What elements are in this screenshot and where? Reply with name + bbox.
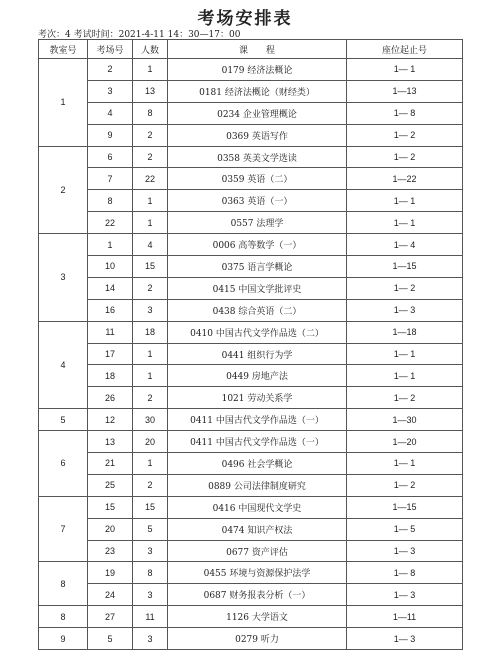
count-cell: 1	[133, 343, 168, 365]
room-number-cell: 5	[39, 409, 88, 431]
seat-range-cell: 1— 4	[347, 234, 463, 256]
count-cell: 3	[133, 540, 168, 562]
table-row	[39, 453, 463, 475]
hall-number-cell: 13	[88, 431, 133, 453]
count-cell: 15	[133, 496, 168, 518]
seat-range-cell: 1— 8	[347, 102, 463, 124]
hall-number-cell: 19	[88, 562, 133, 584]
course-cell: 0416 中国现代文学史	[168, 496, 347, 518]
course-cell: 0358 英美文学选读	[168, 146, 347, 168]
count-cell: 11	[133, 606, 168, 628]
hall-number-cell: 18	[88, 365, 133, 387]
count-cell: 3	[133, 299, 168, 321]
hall-number-cell: 17	[88, 343, 133, 365]
seat-range-cell: 1— 3	[347, 299, 463, 321]
table-row	[39, 409, 463, 431]
table-row	[39, 496, 463, 518]
course-cell: 0375 语言学概论	[168, 256, 347, 278]
count-cell: 1	[133, 365, 168, 387]
room-number-cell: 3	[39, 234, 88, 322]
course-cell: 0449 房地产法	[168, 365, 347, 387]
count-cell: 2	[133, 474, 168, 496]
table-row	[39, 80, 463, 102]
seat-range-cell: 1— 1	[347, 59, 463, 81]
room-number-cell: 8	[39, 606, 88, 628]
table-row	[39, 234, 463, 256]
course-cell: 0411 中国古代文学作品选（一）	[168, 431, 347, 453]
count-cell: 13	[133, 80, 168, 102]
seat-range-cell: 1—30	[347, 409, 463, 431]
course-cell: 0496 社会学概论	[168, 453, 347, 475]
hall-number-cell: 11	[88, 321, 133, 343]
table-row	[39, 518, 463, 540]
count-cell: 3	[133, 584, 168, 606]
seat-range-cell: 1— 2	[347, 146, 463, 168]
course-cell: 0557 法理学	[168, 212, 347, 234]
seat-range-cell: 1— 2	[347, 124, 463, 146]
course-cell: 0410 中国古代文学作品选（二）	[168, 321, 347, 343]
header-room: 教室号	[39, 40, 88, 59]
hall-number-cell: 10	[88, 256, 133, 278]
hall-number-cell: 27	[88, 606, 133, 628]
header-course: 课 程	[168, 40, 347, 59]
hall-number-cell: 1	[88, 234, 133, 256]
course-cell: 1021 劳动关系学	[168, 387, 347, 409]
table-row	[39, 146, 463, 168]
course-cell: 0677 资产评估	[168, 540, 347, 562]
seat-range-cell: 1— 1	[347, 365, 463, 387]
room-number-cell: 8	[39, 562, 88, 606]
table-row	[39, 190, 463, 212]
hall-number-cell: 25	[88, 474, 133, 496]
header-count: 人数	[133, 40, 168, 59]
course-cell: 0369 英语写作	[168, 124, 347, 146]
table-row	[39, 124, 463, 146]
room-number-cell: 6	[39, 431, 88, 497]
hall-number-cell: 3	[88, 80, 133, 102]
course-cell: 0181 经济法概论（财经类）	[168, 80, 347, 102]
table-row	[39, 277, 463, 299]
course-cell: 0474 知识产权法	[168, 518, 347, 540]
count-cell: 2	[133, 146, 168, 168]
schedule-table	[38, 39, 463, 650]
table-body	[39, 59, 463, 650]
table-row	[39, 168, 463, 190]
count-cell: 8	[133, 102, 168, 124]
seat-range-cell: 1— 2	[347, 277, 463, 299]
course-cell: 0415 中国文学批评史	[168, 277, 347, 299]
count-cell: 1	[133, 59, 168, 81]
table-row	[39, 562, 463, 584]
table-row	[39, 256, 463, 278]
count-cell: 2	[133, 277, 168, 299]
header-hall: 考场号	[88, 40, 133, 59]
hall-number-cell: 21	[88, 453, 133, 475]
hall-number-cell: 9	[88, 124, 133, 146]
seat-range-cell: 1—20	[347, 431, 463, 453]
seat-range-cell: 1— 3	[347, 584, 463, 606]
hall-number-cell: 14	[88, 277, 133, 299]
table-row	[39, 474, 463, 496]
table-row	[39, 299, 463, 321]
seat-range-cell: 1— 2	[347, 474, 463, 496]
seat-range-cell: 1— 8	[347, 562, 463, 584]
seat-range-cell: 1— 2	[347, 387, 463, 409]
count-cell: 22	[133, 168, 168, 190]
page-title: 考场安排表	[197, 9, 293, 29]
course-cell: 0006 高等数学（一）	[168, 234, 347, 256]
course-cell: 1126 大学语文	[168, 606, 347, 628]
room-number-cell: 7	[39, 496, 88, 562]
room-number-cell: 4	[39, 321, 88, 409]
course-cell: 0438 综合英语（二）	[168, 299, 347, 321]
count-cell: 15	[133, 256, 168, 278]
hall-number-cell: 23	[88, 540, 133, 562]
count-cell: 3	[133, 628, 168, 650]
table-row	[39, 343, 463, 365]
hall-number-cell: 8	[88, 190, 133, 212]
hall-number-cell: 24	[88, 584, 133, 606]
count-cell: 1	[133, 190, 168, 212]
course-cell: 0687 财务报表分析（一）	[168, 584, 347, 606]
seat-range-cell: 1—15	[347, 256, 463, 278]
course-cell: 0455 环境与资源保护法学	[168, 562, 347, 584]
course-cell: 0234 企业管理概论	[168, 102, 347, 124]
seat-range-cell: 1—11	[347, 606, 463, 628]
seat-range-cell: 1—22	[347, 168, 463, 190]
count-cell: 18	[133, 321, 168, 343]
course-cell: 0441 组织行为学	[168, 343, 347, 365]
hall-number-cell: 15	[88, 496, 133, 518]
count-cell: 2	[133, 124, 168, 146]
table-row	[39, 431, 463, 453]
seat-range-cell: 1—18	[347, 321, 463, 343]
room-number-cell: 1	[39, 59, 88, 147]
table-header-row	[39, 40, 463, 59]
exam-info: 考次：4 考试时间：2021-4-11 14：30—17：00	[38, 30, 241, 40]
count-cell: 4	[133, 234, 168, 256]
course-cell: 0363 英语（一）	[168, 190, 347, 212]
count-cell: 8	[133, 562, 168, 584]
count-cell: 5	[133, 518, 168, 540]
table-row	[39, 584, 463, 606]
seat-range-cell: 1— 1	[347, 343, 463, 365]
seat-range-cell: 1— 1	[347, 212, 463, 234]
table-row	[39, 59, 463, 81]
seat-range-cell: 1—15	[347, 496, 463, 518]
seat-range-cell: 1— 5	[347, 518, 463, 540]
seat-range-cell: 1— 1	[347, 190, 463, 212]
table-row	[39, 365, 463, 387]
count-cell: 20	[133, 431, 168, 453]
count-cell: 2	[133, 387, 168, 409]
hall-number-cell: 22	[88, 212, 133, 234]
hall-number-cell: 4	[88, 102, 133, 124]
hall-number-cell: 5	[88, 628, 133, 650]
seat-range-cell: 1—13	[347, 80, 463, 102]
count-cell: 30	[133, 409, 168, 431]
course-cell: 0889 公司法律制度研究	[168, 474, 347, 496]
course-cell: 0411 中国古代文学作品选（一）	[168, 409, 347, 431]
hall-number-cell: 12	[88, 409, 133, 431]
course-cell: 0359 英语（二）	[168, 168, 347, 190]
room-number-cell: 2	[39, 146, 88, 234]
count-cell: 1	[133, 212, 168, 234]
room-number-cell: 9	[39, 628, 88, 650]
table-row	[39, 321, 463, 343]
course-cell: 0179 经济法概论	[168, 59, 347, 81]
hall-number-cell: 6	[88, 146, 133, 168]
seat-range-cell: 1— 1	[347, 453, 463, 475]
hall-number-cell: 7	[88, 168, 133, 190]
table-row	[39, 540, 463, 562]
hall-number-cell: 20	[88, 518, 133, 540]
header-seat: 座位起止号	[347, 40, 463, 59]
table-row	[39, 102, 463, 124]
hall-number-cell: 2	[88, 59, 133, 81]
table-row	[39, 606, 463, 628]
course-cell: 0279 听力	[168, 628, 347, 650]
table-row	[39, 387, 463, 409]
seat-range-cell: 1— 3	[347, 540, 463, 562]
table-row	[39, 212, 463, 234]
seat-range-cell: 1— 3	[347, 628, 463, 650]
hall-number-cell: 26	[88, 387, 133, 409]
count-cell: 1	[133, 453, 168, 475]
hall-number-cell: 16	[88, 299, 133, 321]
